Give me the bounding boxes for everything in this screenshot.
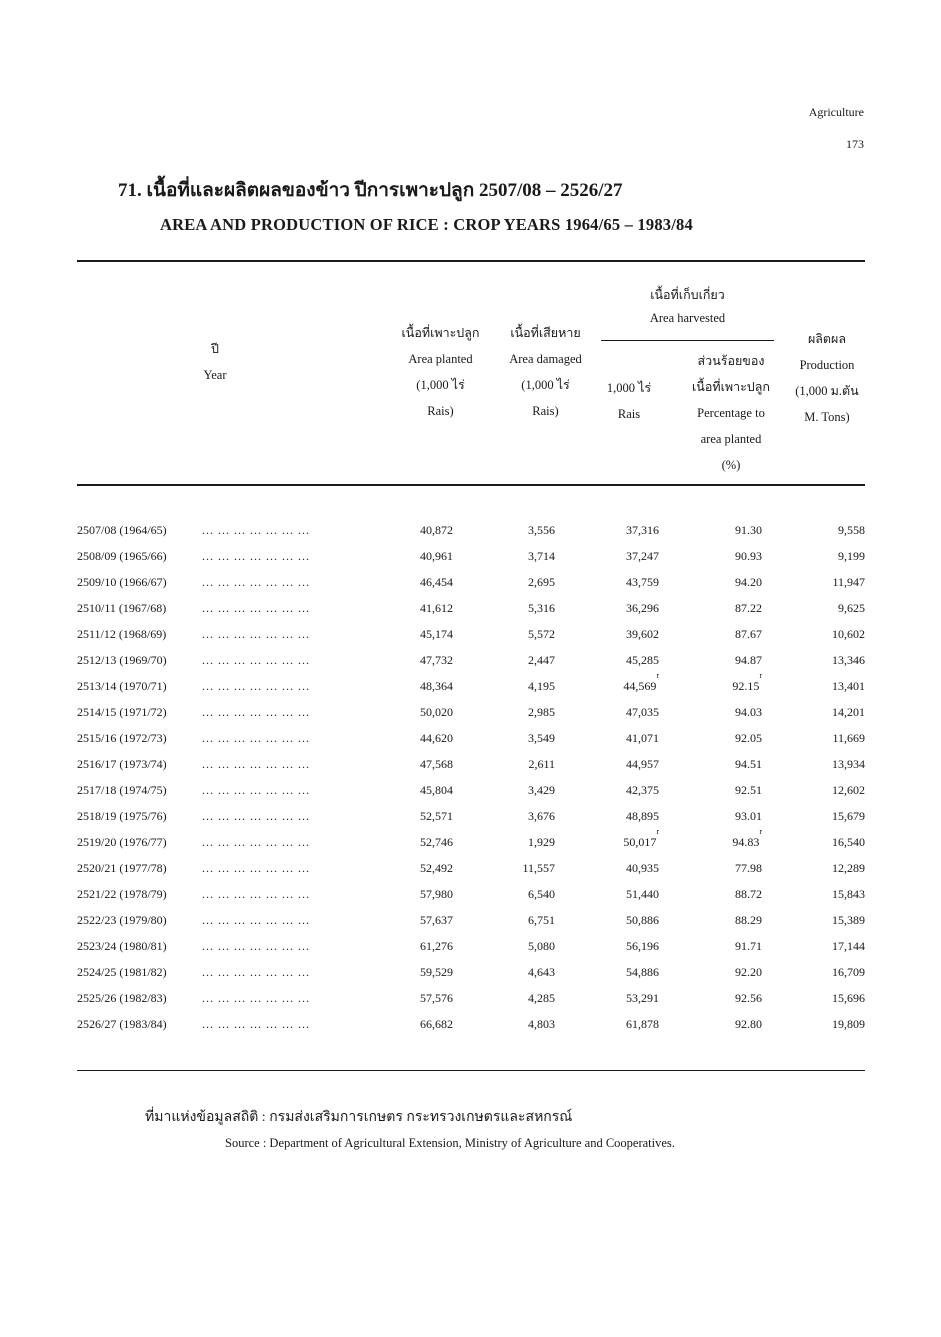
header-percentage	[676, 348, 786, 478]
cell-production: 9,625	[838, 601, 865, 615]
cell-area-planted: 40,872	[420, 523, 453, 537]
cell-area-planted: 47,568	[420, 757, 453, 771]
header-harvested-unit: 1,000 ไร่	[606, 381, 652, 395]
cell-year: 2508/09 (1965/66)	[77, 549, 167, 563]
cell-area-damaged: 2,695	[528, 575, 555, 589]
header-planted-en: Area planted	[408, 352, 473, 366]
header-planted-unit: (1,000 ไร่	[416, 378, 465, 392]
table-bottom-rule	[77, 1070, 865, 1071]
cell-percentage: 87.67	[735, 627, 762, 641]
cell-year: 2512/13 (1969/70)	[77, 653, 167, 667]
cell-year: 2521/22 (1978/79)	[77, 887, 167, 901]
leader-dots: ... ... ... ... ... ... ...	[202, 913, 310, 927]
cell-production: 19,809	[832, 1017, 865, 1031]
cell-area-damaged: 4,195	[528, 679, 555, 693]
header-production	[786, 326, 868, 430]
table-row	[77, 985, 865, 1011]
cell-area-planted: 47,732	[420, 653, 453, 667]
cell-area-harvested: 50,886	[626, 913, 659, 927]
cell-percentage: 77.98	[735, 861, 762, 875]
cell-area-damaged: 2,447	[528, 653, 555, 667]
cell-area-planted: 52,746	[420, 835, 453, 849]
table-row	[77, 699, 865, 725]
cell-area-harvested: 54,886	[626, 965, 659, 979]
cell-year: 2509/10 (1966/67)	[77, 575, 167, 589]
cell-percentage: 94.87	[735, 653, 762, 667]
cell-area-harvested: 44,569$^r$	[623, 671, 659, 693]
leader-dots: ... ... ... ... ... ... ...	[202, 601, 310, 615]
cell-area-harvested: 42,375	[626, 783, 659, 797]
header-bottom-rule	[77, 484, 865, 486]
cell-production: 15,389	[832, 913, 865, 927]
leader-dots: ... ... ... ... ... ... ...	[202, 627, 310, 641]
table-row	[77, 855, 865, 881]
header-damaged-unit: (1,000 ไร่	[521, 378, 570, 392]
cell-production: 15,843	[832, 887, 865, 901]
cell-year: 2516/17 (1973/74)	[77, 757, 167, 771]
cell-year: 2507/08 (1964/65)	[77, 523, 167, 537]
leader-dots: ... ... ... ... ... ... ...	[202, 809, 310, 823]
header-harvested-rule	[601, 340, 774, 341]
table-row	[77, 673, 865, 699]
revised-mark: r	[759, 671, 762, 680]
cell-area-damaged: 3,429	[528, 783, 555, 797]
cell-area-planted: 57,576	[420, 991, 453, 1005]
cell-area-damaged: 1,929	[528, 835, 555, 849]
cell-area-damaged: 2,611	[528, 757, 555, 771]
cell-area-harvested: 53,291	[626, 991, 659, 1005]
table-title-english: AREA AND PRODUCTION OF RICE : CROP YEARS 1964/65 – 1983/84	[160, 215, 693, 234]
header-pct-en2: area planted	[700, 432, 762, 446]
table-row	[77, 595, 865, 621]
header-area-planted	[388, 320, 493, 424]
header-damaged-en: Area damaged	[509, 352, 582, 366]
table-row	[77, 777, 865, 803]
cell-area-planted: 45,174	[420, 627, 453, 641]
cell-area-planted: 45,804	[420, 783, 453, 797]
cell-production: 16,540	[832, 835, 865, 849]
header-production-unit2: M. Tons)	[804, 410, 850, 424]
cell-year: 2518/19 (1975/76)	[77, 809, 167, 823]
cell-production: 15,696	[832, 991, 865, 1005]
cell-area-damaged: 4,803	[528, 1017, 555, 1031]
cell-area-planted: 59,529	[420, 965, 453, 979]
header-area-damaged	[493, 320, 598, 424]
cell-production: 15,679	[832, 809, 865, 823]
cell-area-damaged: 5,316	[528, 601, 555, 615]
cell-percentage: 92.56	[735, 991, 762, 1005]
cell-area-planted: 48,364	[420, 679, 453, 693]
table-row	[77, 907, 865, 933]
header-harvested-th: เนื้อที่เก็บเกี่ยว	[650, 288, 725, 302]
cell-production: 17,144	[832, 939, 865, 953]
cell-percentage: 93.01	[735, 809, 762, 823]
cell-area-damaged: 4,643	[528, 965, 555, 979]
cell-year: 2520/21 (1977/78)	[77, 861, 167, 875]
cell-area-planted: 50,020	[420, 705, 453, 719]
leader-dots: ... ... ... ... ... ... ...	[202, 887, 310, 901]
cell-percentage: 92.80	[735, 1017, 762, 1031]
table-title-thai: 71. เนื้อที่และผลิตผลของข้าว ปีการเพาะปลูก 2507/08 – 2526/27	[118, 180, 623, 201]
cell-area-damaged: 11,557	[522, 861, 555, 875]
cell-production: 16,709	[832, 965, 865, 979]
cell-percentage: 91.30	[735, 523, 762, 537]
table-row	[77, 647, 865, 673]
header-year-th: ปี	[211, 342, 219, 356]
cell-area-damaged: 3,556	[528, 523, 555, 537]
cell-production: 11,947	[832, 575, 865, 589]
cell-year: 2513/14 (1970/71)	[77, 679, 167, 693]
cell-production: 13,934	[832, 757, 865, 771]
cell-area-damaged: 3,714	[528, 549, 555, 563]
cell-area-harvested: 36,296	[626, 601, 659, 615]
header-year	[165, 336, 265, 388]
revised-mark: r	[759, 827, 762, 836]
cell-percentage: 94.03	[735, 705, 762, 719]
cell-area-planted: 46,454	[420, 575, 453, 589]
leader-dots: ... ... ... ... ... ... ...	[202, 835, 310, 849]
cell-area-planted: 57,637	[420, 913, 453, 927]
cell-production: 13,401	[832, 679, 865, 693]
header-pct-th1: ส่วนร้อยของ	[697, 354, 765, 368]
leader-dots: ... ... ... ... ... ... ...	[202, 965, 310, 979]
cell-year: 2522/23 (1979/80)	[77, 913, 167, 927]
header-year-en: Year	[203, 368, 227, 382]
cell-area-damaged: 2,985	[528, 705, 555, 719]
leader-dots: ... ... ... ... ... ... ...	[202, 549, 310, 563]
table-row	[77, 569, 865, 595]
section-label: Agriculture	[808, 105, 864, 119]
cell-year: 2524/25 (1981/82)	[77, 965, 167, 979]
cell-year: 2519/20 (1976/77)	[77, 835, 167, 849]
header-production-en: Production	[799, 358, 855, 372]
cell-area-harvested: 44,957	[626, 757, 659, 771]
cell-production: 10,602	[832, 627, 865, 641]
cell-area-harvested: 37,316	[626, 523, 659, 537]
cell-area-planted: 66,682	[420, 1017, 453, 1031]
cell-production: 13,346	[832, 653, 865, 667]
cell-percentage: 92.15$^r$	[732, 671, 762, 693]
cell-area-harvested: 50,017$^r$	[623, 827, 659, 849]
cell-percentage: 92.05	[735, 731, 762, 745]
header-damaged-unit2: Rais)	[532, 404, 559, 418]
cell-percentage: 88.72	[735, 887, 762, 901]
table-row	[77, 517, 865, 543]
table-row	[77, 959, 865, 985]
cell-area-planted: 61,276	[420, 939, 453, 953]
cell-area-harvested: 45,285	[626, 653, 659, 667]
leader-dots: ... ... ... ... ... ... ...	[202, 705, 310, 719]
header-production-unit: (1,000 ม.ตัน	[795, 384, 859, 398]
cell-area-damaged: 6,540	[528, 887, 555, 901]
cell-percentage: 94.83$^r$	[732, 827, 762, 849]
cell-area-damaged: 3,676	[528, 809, 555, 823]
cell-production: 9,558	[838, 523, 865, 537]
leader-dots: ... ... ... ... ... ... ...	[202, 575, 310, 589]
header-damaged-th: เนื้อที่เสียหาย	[510, 326, 581, 340]
table-row	[77, 751, 865, 777]
leader-dots: ... ... ... ... ... ... ...	[202, 861, 310, 875]
header-harvested-rais	[598, 375, 660, 427]
cell-year: 2515/16 (1972/73)	[77, 731, 167, 745]
leader-dots: ... ... ... ... ... ... ...	[202, 1017, 310, 1031]
cell-percentage: 94.20	[735, 575, 762, 589]
table-row	[77, 829, 865, 855]
cell-percentage: 92.20	[735, 965, 762, 979]
cell-production: 9,199	[838, 549, 865, 563]
header-pct-unit: (%)	[721, 458, 741, 472]
table-row	[77, 803, 865, 829]
cell-percentage: 90.93	[735, 549, 762, 563]
table-row	[77, 1011, 865, 1037]
cell-percentage: 88.29	[735, 913, 762, 927]
cell-year: 2511/12 (1968/69)	[77, 627, 167, 641]
source-thai: ที่มาแห่งข้อมูลสถิติ : กรมส่งเสริมการเกษตร กระทรวงเกษตรและสหกรณ์	[145, 1110, 573, 1125]
table-row	[77, 725, 865, 751]
cell-area-planted: 52,492	[420, 861, 453, 875]
cell-production: 14,201	[832, 705, 865, 719]
cell-area-harvested: 61,878	[626, 1017, 659, 1031]
header-harvested-en: Area harvested	[649, 311, 726, 325]
cell-year: 2526/27 (1983/84)	[77, 1017, 167, 1031]
header-pct-en1: Percentage to	[697, 406, 765, 420]
leader-dots: ... ... ... ... ... ... ...	[202, 757, 310, 771]
cell-area-damaged: 4,285	[528, 991, 555, 1005]
cell-percentage: 92.51	[735, 783, 762, 797]
cell-area-damaged: 3,549	[528, 731, 555, 745]
cell-year: 2525/26 (1982/83)	[77, 991, 167, 1005]
header-harvested-unit2: Rais	[617, 407, 641, 421]
cell-area-harvested: 41,071	[626, 731, 659, 745]
leader-dots: ... ... ... ... ... ... ...	[202, 523, 310, 537]
cell-area-harvested: 43,759	[626, 575, 659, 589]
cell-area-harvested: 56,196	[626, 939, 659, 953]
cell-area-damaged: 5,080	[528, 939, 555, 953]
revised-mark: r	[656, 671, 659, 680]
cell-year: 2510/11 (1967/68)	[77, 601, 167, 615]
cell-percentage: 87.22	[735, 601, 762, 615]
source-english: Source : Department of Agricultural Extension, Ministry of Agriculture and Cooperatives.	[225, 1136, 675, 1150]
revised-mark: r	[656, 827, 659, 836]
cell-area-harvested: 40,935	[626, 861, 659, 875]
leader-dots: ... ... ... ... ... ... ...	[202, 991, 310, 1005]
cell-percentage: 94.51	[735, 757, 762, 771]
cell-area-planted: 44,620	[420, 731, 453, 745]
cell-year: 2523/24 (1980/81)	[77, 939, 167, 953]
table-top-rule	[77, 260, 865, 262]
cell-area-planted: 52,571	[420, 809, 453, 823]
header-planted-unit2: Rais)	[427, 404, 454, 418]
cell-area-harvested: 37,247	[626, 549, 659, 563]
cell-area-harvested: 47,035	[626, 705, 659, 719]
table-row	[77, 621, 865, 647]
leader-dots: ... ... ... ... ... ... ...	[202, 783, 310, 797]
cell-percentage: 91.71	[735, 939, 762, 953]
cell-area-damaged: 5,572	[528, 627, 555, 641]
header-pct-th2: เนื้อที่เพาะปลูก	[692, 380, 770, 394]
page-number: 173	[846, 137, 864, 151]
cell-area-planted: 41,612	[420, 601, 453, 615]
header-area-harvested	[600, 282, 775, 328]
cell-area-damaged: 6,751	[528, 913, 555, 927]
cell-area-planted: 40,961	[420, 549, 453, 563]
cell-production: 12,602	[832, 783, 865, 797]
cell-area-harvested: 51,440	[626, 887, 659, 901]
header-planted-th: เนื้อที่เพาะปลูก	[401, 326, 480, 340]
cell-area-harvested: 39,602	[626, 627, 659, 641]
leader-dots: ... ... ... ... ... ... ...	[202, 939, 310, 953]
table-row	[77, 881, 865, 907]
leader-dots: ... ... ... ... ... ... ...	[202, 679, 310, 693]
leader-dots: ... ... ... ... ... ... ...	[202, 731, 310, 745]
cell-production: 12,289	[832, 861, 865, 875]
table-row	[77, 543, 865, 569]
leader-dots: ... ... ... ... ... ... ...	[202, 653, 310, 667]
cell-year: 2514/15 (1971/72)	[77, 705, 167, 719]
cell-production: 11,669	[832, 731, 865, 745]
cell-area-harvested: 48,895	[626, 809, 659, 823]
header-production-th: ผลิตผล	[807, 332, 847, 346]
table-row	[77, 933, 865, 959]
cell-area-planted: 57,980	[420, 887, 453, 901]
cell-year: 2517/18 (1974/75)	[77, 783, 167, 797]
